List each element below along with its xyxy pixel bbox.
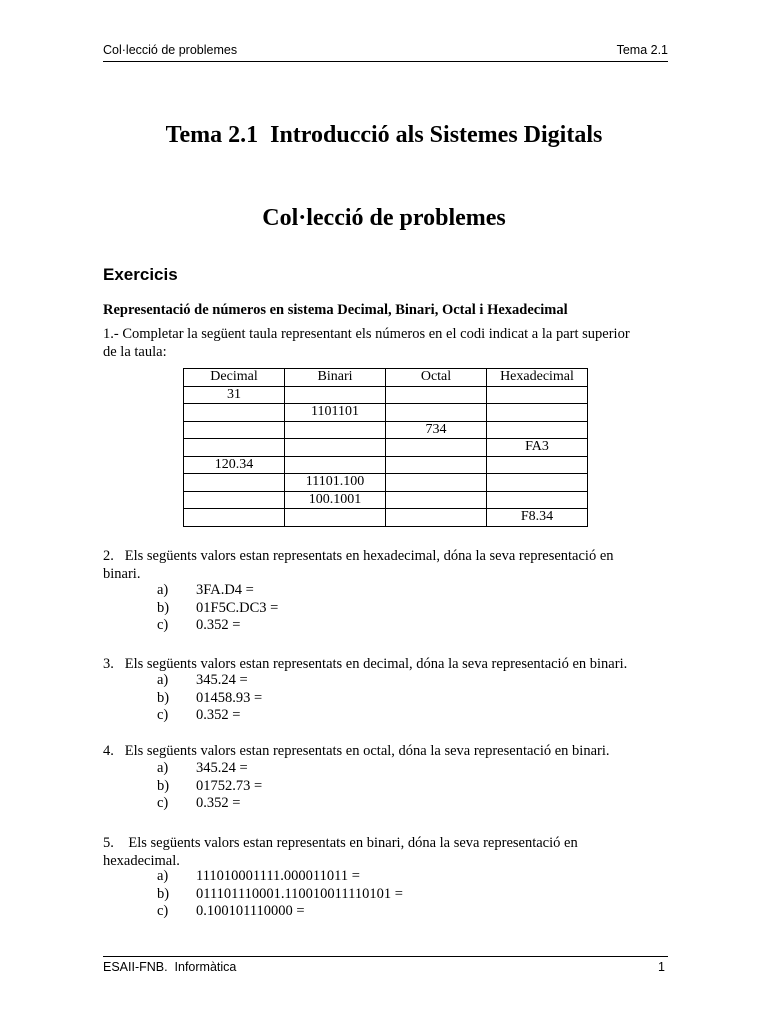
item-value: 111010001111.000011011 = [196,868,360,884]
table-cell: 734 [386,421,487,439]
table-cell [285,456,386,474]
table-cell: F8.34 [487,509,588,527]
item-value: 345.24 = [196,672,248,688]
table-cell [386,386,487,404]
exercise-2 [103,548,673,583]
table-cell [184,509,285,527]
item-value: 0.352 = [196,617,241,633]
exercise-5 [103,835,673,870]
table-cell [184,474,285,492]
table-cell [487,491,588,509]
header-divider [103,61,668,62]
page-header [103,43,668,61]
exercise-5-line-2: hexadecimal. [103,852,180,869]
table-header-row [184,369,588,387]
table-row [184,421,588,439]
table-cell [285,386,386,404]
table-cell [487,421,588,439]
item-label: c) [157,707,169,723]
exercise-1 [103,326,673,361]
table-cell [184,439,285,457]
header-right-text: Tema 2.1 [616,43,668,57]
table-cell [184,404,285,422]
item-value: 345.24 = [196,760,248,776]
item-label: b) [157,599,170,616]
table-cell [386,456,487,474]
table-row [184,474,588,492]
exercise-2-line-2: binari. [103,565,141,582]
footer-left-text: ESAII-FNB. Informàtica [103,960,237,974]
table-cell: 11101.100 [285,474,386,492]
table-cell [285,509,386,527]
item-value: 011101110001.110010011110101 = [196,885,403,902]
exercise-1-line-2: de la taula: [103,343,167,360]
table-cell: 31 [184,386,285,404]
item-label: c) [157,617,169,633]
table-cell [487,456,588,474]
item-label: b) [157,689,170,706]
item-value: 0.100101110000 = [196,903,305,919]
table-cell [386,491,487,509]
item-label: a) [157,672,169,688]
item-value: 01F5C.DC3 = [196,599,279,616]
table-cell [285,421,386,439]
table-row [184,456,588,474]
table-cell [487,474,588,492]
item-value: 01458.93 = [196,689,263,706]
exercise-4 [103,743,673,761]
table-cell: FA3 [487,439,588,457]
item-value: 0.352 = [196,707,241,723]
table-cell [386,474,487,492]
item-value: 01752.73 = [196,777,263,794]
item-label: a) [157,582,169,598]
table-row [184,386,588,404]
subsection-heading: Representació de números en sistema Decimal, Binari, Octal i Hexadecimal [103,302,568,318]
conversion-table [183,368,588,527]
exercise-1-line-1: 1.- Completar la següent taula representant els números en el codi indicat a la part superior [103,326,630,342]
item-label: b) [157,777,170,794]
header-binari: Binari [285,369,386,387]
table-row [184,491,588,509]
page-number: 1 [658,960,665,974]
table-cell: 100.1001 [285,491,386,509]
table-cell: 1101101 [285,404,386,422]
table-row [184,439,588,457]
table-cell [386,509,487,527]
exercise-2-line-1: 2. Els següents valors estan representats en hexadecimal, dóna la seva representació en [103,548,614,564]
exercise-3-line-1: 3. Els següents valors estan representats en decimal, dóna la seva representació en binari. [103,656,628,672]
header-hexadecimal: Hexadecimal [487,369,588,387]
header-octal: Octal [386,369,487,387]
table-cell [386,404,487,422]
page-footer [103,960,668,978]
item-label: a) [157,760,169,776]
table-cell [386,439,487,457]
footer-divider [103,956,668,957]
document-title: Tema 2.1 Introducció als Sistemes Digitals [165,122,603,148]
table-cell [285,439,386,457]
exercise-5-line-1: 5. Els següents valors estan representats en binari, dóna la seva representació en [103,835,578,851]
exercise-3 [103,656,673,674]
table-row [184,509,588,527]
item-label: a) [157,868,169,884]
table-cell [487,386,588,404]
header-decimal: Decimal [184,369,285,387]
header-left-text: Col·lecció de problemes [103,43,238,57]
table-cell [184,421,285,439]
section-heading: Exercicis [103,265,178,284]
item-value: 0.352 = [196,795,241,811]
item-label: b) [157,885,170,902]
table-cell [487,404,588,422]
document-subtitle: Col·lecció de problemes [262,205,506,231]
table-cell [184,491,285,509]
table-cell: 120.34 [184,456,285,474]
item-value: 3FA.D4 = [196,582,254,598]
item-label: c) [157,903,169,919]
table-row [184,404,588,422]
item-label: c) [157,795,169,811]
exercise-4-line-1: 4. Els següents valors estan representats en octal, dóna la seva representació en binari. [103,743,610,759]
